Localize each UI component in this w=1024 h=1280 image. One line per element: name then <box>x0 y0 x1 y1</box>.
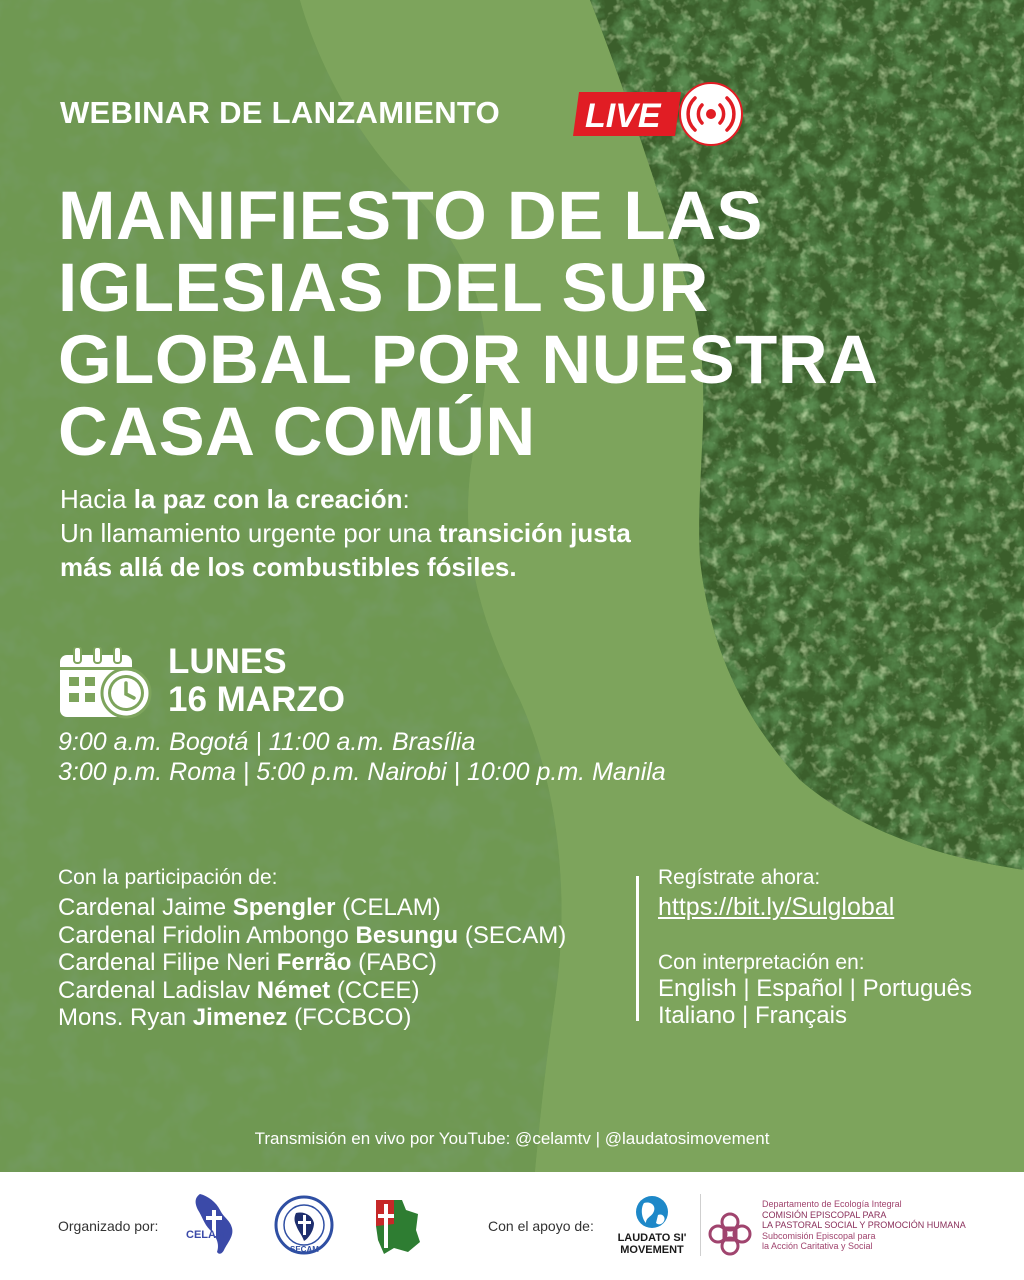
subcommission-name: la Acción Caritativa y Social <box>762 1241 873 1251</box>
secam-logo-text: SECAM <box>290 1245 319 1254</box>
title-line: GLOBAL POR NUESTRA <box>58 321 879 398</box>
subtitle-text: : <box>402 484 410 514</box>
stream-info: Transmisión en vivo por YouTube: @celamtv | @laudatosimovement <box>254 1129 770 1148</box>
live-label: LIVE <box>585 97 661 135</box>
subtitle-emphasis: más allá de los combustibles fósiles. <box>60 552 517 582</box>
laudato-si-movement-logo <box>612 1195 692 1261</box>
interpretation-heading: Con interpretación en: <box>658 951 865 974</box>
subtitle-text: Un llamamiento urgente por una <box>60 518 439 548</box>
title-line: MANIFIESTO DE LAS <box>58 177 763 254</box>
speaker-item: Cardenal Fridolin Ambongo Besungu (SECAM) <box>58 921 567 949</box>
event-day: LUNES <box>168 642 287 681</box>
event-times: 9:00 a.m. Bogotá | 11:00 a.m. Brasília <box>58 728 476 756</box>
laudato-logo-text: MOVEMENT <box>620 1244 684 1256</box>
secam-logo <box>274 1195 334 1255</box>
webinar-kicker: WEBINAR DE LANZAMIENTO <box>60 95 501 130</box>
event-times: 3:00 p.m. Roma | 5:00 p.m. Nairobi | 10:00 p.m. Manila <box>58 758 666 786</box>
pastoral-social-logo <box>706 1210 754 1258</box>
subtitle-emphasis: la paz con la creación <box>133 484 403 514</box>
speaker-item: Cardenal Filipe Neri Ferrão (FABC) <box>58 949 437 976</box>
subtitle-text: Hacia <box>60 484 134 514</box>
title-line: CASA COMÚN <box>58 393 536 470</box>
interpretation-languages: English | Español | Português <box>658 975 972 1002</box>
speaker-item: Cardenal Ladislav Német (CCEE) <box>58 976 420 1004</box>
celam-logo-text: CELAM <box>186 1229 226 1241</box>
main-title <box>58 177 958 470</box>
registration-heading: Regístrate ahora: <box>658 866 821 889</box>
event-date: 16 MARZO <box>168 680 345 719</box>
supported-by-label: Con el apoyo de: <box>488 1218 594 1234</box>
interpretation-languages: Italiano | Français <box>658 1002 847 1029</box>
live-badge <box>571 82 745 146</box>
registration-link[interactable]: https://bit.ly/Sulglobal <box>658 893 895 921</box>
department-name: Departamento de Ecología Integral <box>762 1199 902 1209</box>
participants-heading: Con la participación de: <box>58 866 278 889</box>
commission-name: COMISIÓN EPISCOPAL PARA <box>762 1209 887 1220</box>
fabc-logo <box>372 1196 424 1256</box>
calendar-clock-icon <box>58 647 152 719</box>
subtitle-emphasis: transición justa <box>438 518 631 548</box>
subtitle <box>60 482 820 584</box>
speaker-item: Mons. Ryan Jimenez (FCCBCO) <box>58 1004 412 1031</box>
footer-separator <box>700 1194 701 1256</box>
commission-name: LA PASTORAL SOCIAL Y PROMOCIÓN HUMANA <box>762 1220 966 1230</box>
title-line: IGLESIAS DEL SUR <box>58 249 709 326</box>
speaker-list <box>58 894 566 1032</box>
subcommission-name: Subcomisión Episcopal para <box>762 1230 876 1241</box>
laudato-logo-text: LAUDATO SI' <box>617 1232 687 1244</box>
organized-by-label: Organizado por: <box>58 1218 159 1234</box>
department-text <box>762 1199 1002 1252</box>
speaker-item: Cardenal Jaime Spengler (CELAM) <box>58 894 441 921</box>
celam-logo <box>186 1192 244 1256</box>
column-divider <box>636 876 639 1021</box>
